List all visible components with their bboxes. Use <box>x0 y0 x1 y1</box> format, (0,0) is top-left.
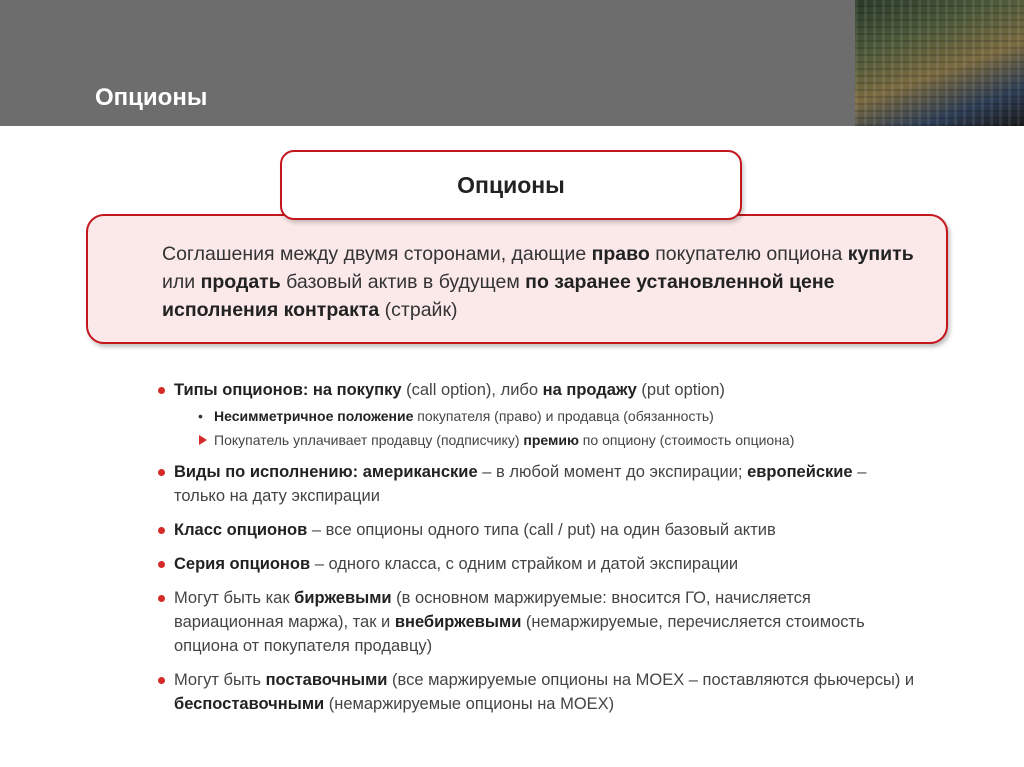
text-segment: – только на дату экспирации <box>174 463 867 505</box>
text-segment: (в основном маржируемые: вносится ГО, начисляется вариационная маржа), так и <box>174 589 811 631</box>
text-segment: по опциону (стоимость опциона) <box>578 432 795 448</box>
bullet-item <box>156 668 916 716</box>
bullet-text <box>174 586 916 658</box>
bullet-item <box>156 378 916 450</box>
bullet-text <box>174 518 916 542</box>
bullet-item <box>156 460 916 508</box>
sub-bullet-item <box>174 406 916 426</box>
bullet-item <box>156 586 916 658</box>
text-segment: (put option) <box>636 381 725 399</box>
text-segment: или <box>162 271 201 293</box>
text-segment: покупателю опциона <box>649 243 848 265</box>
bold-text: Виды по исполнению: американские <box>174 463 478 481</box>
text-segment: Покупатель уплачивает продавцу (подписчику) <box>214 432 524 448</box>
bold-text: премию <box>523 432 579 448</box>
bold-text: биржевыми <box>294 589 392 607</box>
bullet-list <box>156 378 916 726</box>
options-title-box: Опционы <box>280 150 742 220</box>
bold-text: продать <box>200 271 281 293</box>
slide-title: Опционы <box>95 84 208 111</box>
bold-text: по заранее установленной цене исполнения контракта <box>162 271 835 321</box>
text-segment: (все маржируемые опционы на MOEX – поставляются фьючерсы) и <box>387 671 915 689</box>
text-segment: – все опционы одного типа (call / put) на один базовый актив <box>307 521 776 539</box>
bold-text: внебиржевыми <box>394 613 522 631</box>
bold-text: на продажу <box>542 381 637 399</box>
text-segment: Соглашения между двумя сторонами, дающие <box>162 243 592 265</box>
bold-text: Класс опционов <box>174 521 308 539</box>
bullet-text <box>174 668 916 716</box>
text-segment: – в любой момент до экспирации; <box>477 463 748 481</box>
text-segment: – одного класса, с одним страйком и датой экспирации <box>310 555 739 573</box>
bullet-text <box>174 552 916 576</box>
bold-text: поставочными <box>265 671 388 689</box>
bold-text: право <box>591 243 650 265</box>
text-segment: Могут быть как <box>174 589 295 607</box>
bullet-item <box>156 552 916 576</box>
text-segment: (немаржируемые, перечисляется стоимость опциона от покупателя продавцу) <box>174 613 865 655</box>
text-segment: базовый актив в будущем <box>280 271 526 293</box>
bold-text: Несимметричное положение <box>214 408 414 424</box>
text-segment: (страйк) <box>379 299 458 321</box>
bold-text: европейские <box>747 463 853 481</box>
bold-text: беспоставочными <box>174 695 325 713</box>
bullet-text <box>174 460 916 508</box>
bold-text: купить <box>847 243 914 265</box>
slide-header <box>0 0 1024 126</box>
bullet-item <box>156 518 916 542</box>
bold-text: Типы опционов: на покупку <box>174 381 402 399</box>
text-segment: покупателя (право) и продавца (обязанность) <box>413 408 714 424</box>
stock-exchange-photo <box>855 0 1024 126</box>
text-segment: Могут быть <box>174 671 266 689</box>
bullet-text <box>174 378 916 402</box>
text-segment: (call option), либо <box>401 381 543 399</box>
definition-text <box>162 240 922 324</box>
bold-text: Серия опционов <box>174 555 311 573</box>
text-segment: (немаржируемые опционы на MOEX) <box>324 695 615 713</box>
sub-bullet-item <box>174 430 916 450</box>
